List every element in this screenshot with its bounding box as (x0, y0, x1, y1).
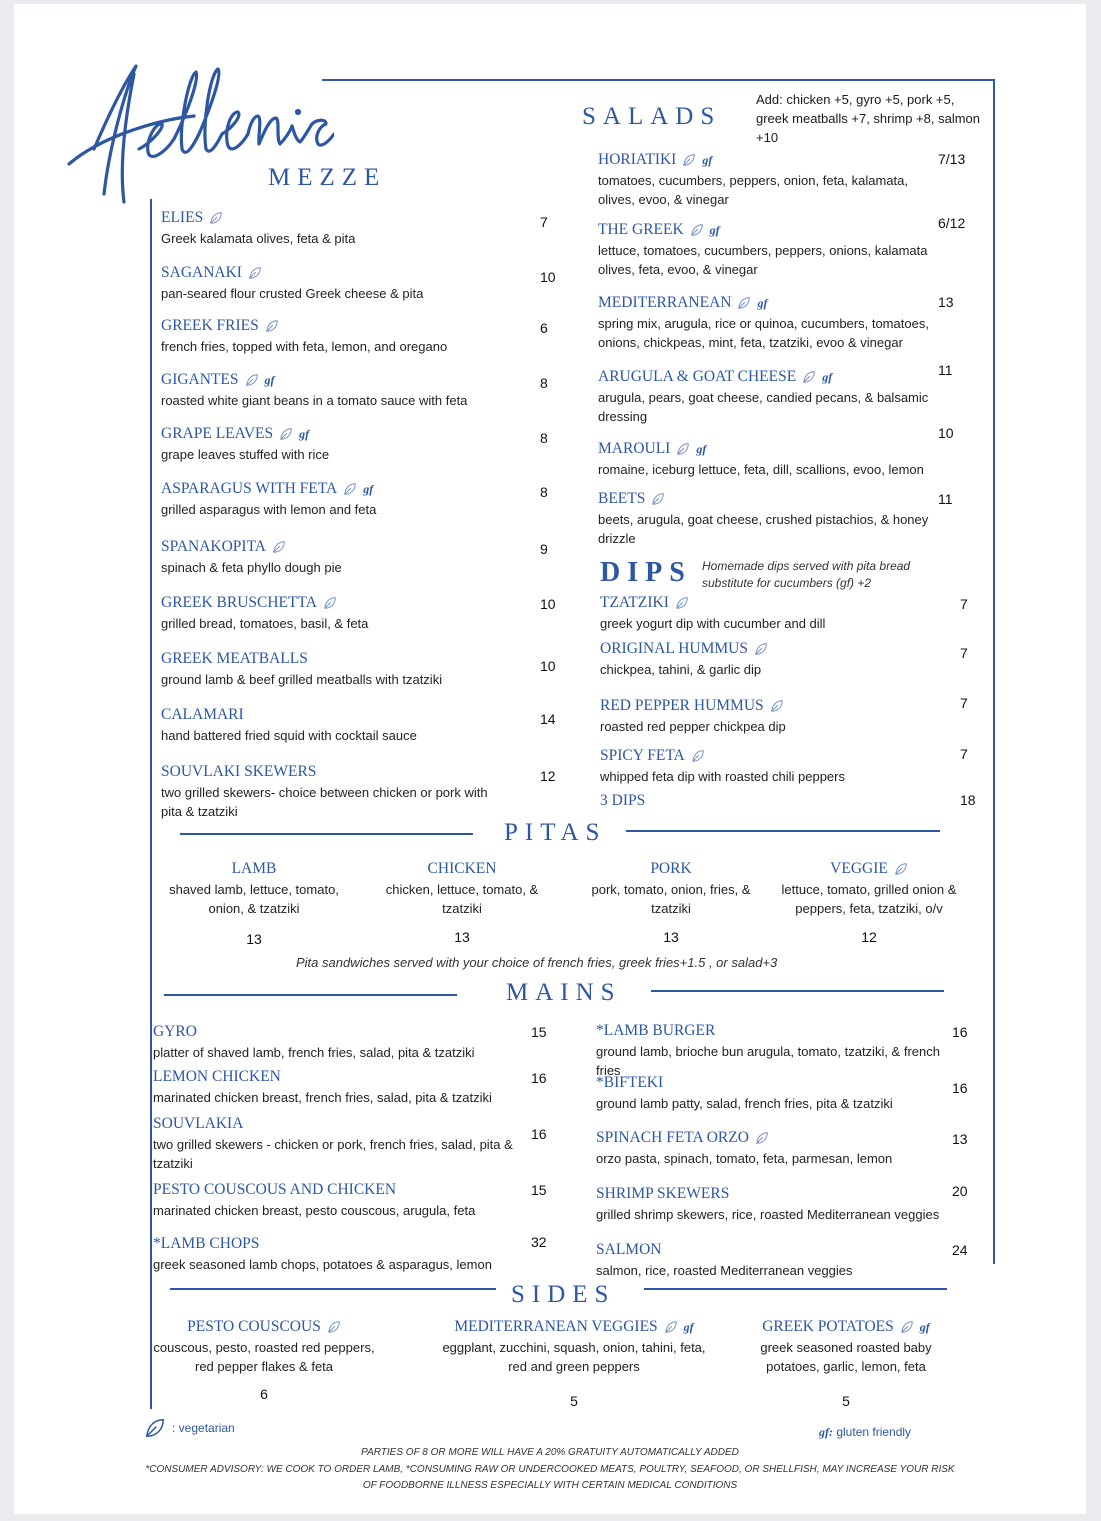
menu-item (161, 371, 511, 410)
item-name-row (161, 763, 511, 781)
salads-header: SALADS (582, 103, 722, 130)
item-price: 20 (952, 1183, 968, 1199)
menu-item (161, 209, 511, 248)
item-price: 10 (540, 269, 556, 285)
item-price: 12 (861, 929, 877, 945)
menu-item (596, 1185, 966, 1224)
item-price: 13 (246, 931, 262, 947)
leaf-icon (900, 1320, 914, 1334)
menu-item (153, 1115, 533, 1173)
item-price: 7 (540, 214, 548, 230)
item-price: 11 (938, 491, 953, 507)
frame-left-line (150, 199, 152, 1409)
item-name-row (774, 860, 964, 878)
leaf-icon (248, 266, 262, 280)
item-name-row (153, 1115, 533, 1133)
item-name-row (161, 538, 511, 556)
item-price: 9 (540, 541, 548, 557)
item-description: beets, arugula, goat cheese, crushed pistachios, & honey drizzle (598, 512, 929, 546)
leaf-icon (343, 482, 357, 496)
item-name-row (598, 440, 943, 458)
item-description: romaine, iceburg lettuce, feta, dill, scallions, evoo, lemon (598, 462, 924, 477)
item-name-row (153, 1318, 375, 1336)
menu-item (774, 860, 964, 918)
salads-addons: Add: chicken +5, gyro +5, pork +5, greek meatballs +7, shrimp +8, salmon +10 (756, 92, 980, 145)
menu-item (161, 425, 511, 464)
item-price: 6 (540, 320, 548, 336)
item-name: GREEK FRIES (161, 317, 259, 334)
item-price: 5 (570, 1393, 578, 1409)
item-name-row (165, 860, 343, 878)
item-price: 7 (960, 596, 968, 612)
item-name: TZATZIKI (600, 594, 669, 611)
item-description: roasted white giant beans in a tomato sauce with feta (161, 393, 468, 408)
item-price: 10 (540, 658, 556, 674)
footer-gratuity: PARTIES OF 8 OR MORE WILL HAVE A 20% GRATUITY AUTOMATICALLY ADDED (361, 1447, 739, 1458)
sides-divider-right (644, 1288, 947, 1290)
item-name: GRAPE LEAVES (161, 425, 274, 442)
leaf-icon (272, 540, 286, 554)
pitas-divider-right (626, 830, 940, 832)
item-description: Greek kalamata olives, feta & pita (161, 231, 356, 246)
gluten-friendly-badge: gf (919, 1319, 930, 1334)
item-name: ARUGULA & GOAT CHEESE (598, 368, 797, 385)
menu-item (161, 317, 511, 356)
gluten-friendly-legend (819, 1425, 911, 1440)
item-name-row (598, 294, 943, 312)
item-description: grape leaves stuffed with rice (161, 447, 330, 462)
item-name-row (600, 697, 930, 715)
item-name: SPINACH FETA ORZO (596, 1129, 749, 1146)
item-name: GREEK MEATBALLS (161, 650, 308, 667)
leaf-icon (209, 211, 223, 225)
item-name: *LAMB CHOPS (153, 1235, 260, 1252)
item-price: 8 (540, 430, 548, 446)
item-name: SOUVLAKI SKEWERS (161, 763, 317, 780)
item-price: 7 (960, 746, 968, 762)
item-name: CALAMARI (161, 706, 244, 723)
leaf-icon (676, 442, 690, 456)
item-name-row (596, 1022, 966, 1040)
item-name: PORK (650, 860, 692, 877)
menu-item (434, 1318, 714, 1376)
item-description: greek seasoned lamb chops, potatoes & asparagus, lemon (153, 1257, 492, 1272)
leaf-icon (894, 862, 908, 876)
item-price: 16 (952, 1080, 968, 1096)
mains-divider-left (164, 994, 457, 996)
item-price: 6 (260, 1386, 268, 1402)
leaf-icon (770, 699, 784, 713)
item-description: ground lamb patty, salad, french fries, pita & tzatziki (596, 1096, 893, 1111)
item-name-row (600, 594, 930, 612)
mains-header: MAINS (506, 979, 622, 1006)
menu-item (161, 264, 511, 303)
leaf-icon (675, 596, 689, 610)
item-description: ground lamb, brioche bun arugula, tomato, tzatziki, & french fries (596, 1044, 940, 1078)
footer-advisory-cont: OF FOODBORNE ILLNESS ESPECIALLY WITH CERTAIN MEDICAL CONDITIONS (362, 1480, 738, 1491)
gluten-friendly-badge: gf (264, 372, 275, 387)
menu-item (600, 792, 930, 810)
item-name: MEDITERRANEAN (598, 294, 732, 311)
item-name-row (596, 1185, 966, 1203)
item-name: CHICKEN (427, 860, 497, 877)
item-name: MAROULI (598, 440, 671, 457)
item-description: pork, tomato, onion, fries, & tzatziki (591, 882, 751, 916)
item-name-row (161, 594, 511, 612)
frame-right-line (993, 79, 995, 1264)
item-name: SOUVLAKIA (153, 1115, 244, 1132)
item-name: SPICY FETA (600, 747, 685, 764)
item-price: 18 (960, 792, 976, 808)
item-name: GIGANTES (161, 371, 239, 388)
item-name: 3 DIPS (600, 792, 646, 809)
footer-advisory: *CONSUMER ADVISORY: WE COOK TO ORDER LAMB, *CONSUMING RAW OR UNDERCOOKED MEATS, POULTRY, SEAFOOD, OR SHELLFISH, MAY INCREASE YOUR RISK (145, 1463, 955, 1475)
menu-item (741, 1318, 951, 1376)
pitas-divider-left (180, 833, 473, 835)
item-name: PESTO COUSCOUS AND CHICKEN (153, 1181, 397, 1198)
item-name: ASPARAGUS WITH FETA (161, 480, 338, 497)
item-name: *BIFTEKI (596, 1074, 664, 1091)
item-price: 24 (952, 1242, 968, 1258)
item-price: 8 (540, 484, 548, 500)
item-price: 32 (531, 1234, 547, 1250)
item-name-row (598, 221, 943, 239)
item-description: hand battered fried squid with cocktail sauce (161, 728, 417, 743)
item-description: lettuce, tomatoes, cucumbers, peppers, onions, kalamata olives, feta, evoo, & vinegar (598, 243, 928, 277)
menu-item (598, 294, 943, 352)
item-price: 13 (938, 294, 954, 310)
menu-item (153, 1235, 533, 1274)
item-name: PESTO COUSCOUS (187, 1318, 321, 1335)
item-name-row (153, 1068, 533, 1086)
item-name: SALMON (596, 1241, 662, 1258)
item-description: chicken, lettuce, tomato, & tzatziki (385, 882, 539, 916)
leaf-icon (279, 427, 293, 441)
gluten-friendly-badge: gf (709, 222, 720, 237)
menu-item (377, 860, 547, 918)
item-description: shaved lamb, lettuce, tomato, onion, & tzatziki (169, 882, 339, 916)
item-description: ground lamb & beef grilled meatballs with tzatziki (161, 672, 443, 687)
item-price: 7/13 (938, 151, 966, 167)
menu-item (153, 1318, 375, 1376)
leaf-icon (691, 749, 705, 763)
pitas-header: PITAS (504, 819, 607, 846)
item-name-row (161, 706, 511, 724)
item-description: grilled bread, tomatoes, basil, & feta (161, 616, 369, 631)
leaf-icon (682, 153, 696, 167)
item-price: 12 (540, 768, 556, 784)
menu-item (161, 594, 511, 633)
menu-item (596, 1074, 966, 1113)
leaf-icon (323, 596, 337, 610)
menu-item (165, 860, 343, 918)
leaf-icon (265, 319, 279, 333)
item-name: SAGANAKI (161, 264, 242, 281)
item-name-row (741, 1318, 951, 1336)
item-description: couscous, pesto, roasted red peppers, red pepper flakes & feta (153, 1340, 375, 1374)
item-name-row (153, 1023, 533, 1041)
menu-item (591, 860, 751, 918)
leaf-icon (755, 1131, 769, 1145)
item-price: 16 (952, 1024, 968, 1040)
leaf-icon (664, 1320, 678, 1334)
item-name: RED PEPPER HUMMUS (600, 697, 764, 714)
gluten-friendly-badge: gf (363, 481, 374, 496)
gluten-friendly-badge: gf (702, 152, 713, 167)
menu-item (161, 538, 511, 577)
menu-item (598, 221, 943, 279)
menu-item (598, 440, 943, 479)
leaf-icon (327, 1320, 341, 1334)
item-description: platter of shaved lamb, french fries, salad, pita & tzatziki (153, 1045, 475, 1060)
item-description: salmon, rice, roasted Mediterranean veggies (596, 1263, 853, 1278)
item-name-row (596, 1074, 966, 1092)
menu-item (153, 1181, 533, 1220)
item-name-row (161, 425, 511, 443)
menu-item (153, 1068, 533, 1107)
item-price: 16 (531, 1070, 547, 1086)
gluten-friendly-badge: gf (757, 295, 768, 310)
item-description: marinated chicken breast, pesto couscous, arugula, feta (153, 1203, 476, 1218)
item-description: lettuce, tomato, grilled onion & peppers, feta, tzatziki, o/v (781, 882, 957, 916)
item-name: SPANAKOPITA (161, 538, 266, 555)
item-name: GYRO (153, 1023, 197, 1040)
item-price: 15 (531, 1182, 547, 1198)
menu-item (598, 368, 943, 426)
item-price: 11 (938, 362, 953, 378)
menu-item (598, 151, 943, 209)
item-name-row (377, 860, 547, 878)
item-name-row (598, 151, 943, 169)
item-name: SHRIMP SKEWERS (596, 1185, 730, 1202)
mezze-header: MEZZE (268, 164, 387, 191)
item-description: roasted red pepper chickpea dip (600, 719, 786, 734)
item-name-row (434, 1318, 714, 1336)
gluten-friendly-badge: gf (822, 369, 833, 384)
item-description: marinated chicken breast, french fries, salad, pita & tzatziki (153, 1090, 492, 1105)
item-name-row (600, 640, 930, 658)
item-description: greek yogurt dip with cucumber and dill (600, 616, 826, 631)
menu-item (598, 490, 943, 548)
item-description: grilled asparagus with lemon and feta (161, 502, 377, 517)
menu-item (600, 594, 930, 633)
dips-header: DIPS (600, 557, 692, 588)
item-name: BEETS (598, 490, 646, 507)
item-description: arugula, pears, goat cheese, candied pecans, & balsamic dressing (598, 390, 929, 424)
item-price: 16 (531, 1126, 547, 1142)
gluten-friendly-badge: gf (299, 426, 310, 441)
item-price: 7 (960, 645, 968, 661)
item-name-row (161, 209, 511, 227)
item-name: GREEK BRUSCHETTA (161, 594, 317, 611)
item-name-row (596, 1241, 966, 1259)
dips-note-1: Homemade dips served with pita bread (702, 559, 911, 573)
gluten-friendly-badge: gf (683, 1319, 694, 1334)
item-description: orzo pasta, spinach, tomato, feta, parmesan, lemon (596, 1151, 893, 1166)
mains-divider-right (651, 990, 944, 992)
menu-item (161, 480, 511, 519)
menu-page (14, 4, 1086, 1514)
item-description: pan-seared flour crusted Greek cheese & pita (161, 286, 424, 301)
item-price: 10 (938, 425, 954, 441)
item-description: tomatoes, cucumbers, peppers, onion, feta, kalamata, olives, evoo, & vinegar (598, 173, 909, 207)
menu-item (596, 1241, 966, 1280)
menu-item (161, 706, 511, 745)
gf-legend-label: gluten friendly (836, 1425, 912, 1439)
vegetarian-legend (144, 1417, 235, 1439)
item-description: whipped feta dip with roasted chili peppers (600, 769, 845, 784)
menu-item (600, 640, 930, 679)
item-price: 10 (540, 596, 556, 612)
item-description: chickpea, tahini, & garlic dip (600, 662, 762, 677)
item-description: two grilled skewers - chicken or pork, french fries, salad, pita & tzatziki (153, 1137, 513, 1171)
item-description: spring mix, arugula, rice or quinoa, cucumbers, tomatoes, onions, chickpeas, mint, feta, tzatziki, evoo & vinegar (598, 316, 929, 350)
vegetarian-legend-label: : vegetarian (172, 1421, 235, 1435)
item-name-row (591, 860, 751, 878)
sides-header: SIDES (511, 1281, 616, 1308)
leaf-icon (144, 1417, 166, 1439)
item-description: spinach & feta phyllo dough pie (161, 560, 342, 575)
item-price: 15 (531, 1024, 547, 1040)
pitas-note: Pita sandwiches served with your choice of french fries, greek fries+1.5 , or salad+3 (296, 955, 778, 970)
item-price: 13 (663, 929, 679, 945)
item-price: 6/12 (938, 215, 966, 231)
item-price: 13 (952, 1131, 968, 1147)
item-name: ELIES (161, 209, 204, 226)
leaf-icon (802, 370, 816, 384)
frame-top-line (322, 79, 994, 81)
item-name: THE GREEK (598, 221, 684, 238)
item-name: ORIGINAL HUMMUS (600, 640, 748, 657)
dips-note-2: substitute for cucumbers (gf) +2 (702, 576, 872, 590)
leaf-icon (245, 373, 259, 387)
gf-key: gf: (819, 1425, 833, 1439)
item-name-row (161, 650, 511, 668)
item-description: grilled shrimp skewers, rice, roasted Mediterranean veggies (596, 1207, 940, 1222)
leaf-icon (690, 223, 704, 237)
item-name-row (153, 1181, 533, 1199)
leaf-icon (754, 642, 768, 656)
item-description: eggplant, zucchini, squash, onion, tahini, feta, red and green peppers (442, 1340, 706, 1374)
item-name: LEMON CHICKEN (153, 1068, 281, 1085)
gluten-friendly-badge: gf (696, 441, 707, 456)
menu-item (600, 697, 930, 736)
item-name: VEGGIE (830, 860, 888, 877)
leaf-icon (651, 492, 665, 506)
item-description: greek seasoned roasted baby potatoes, garlic, lemon, feta (760, 1340, 932, 1374)
menu-item (596, 1129, 966, 1168)
item-name-row (600, 747, 930, 765)
item-name-row (153, 1235, 533, 1253)
item-price: 14 (540, 711, 556, 727)
menu-item (161, 763, 511, 821)
item-name: GREEK POTATOES (762, 1318, 894, 1335)
menu-item (600, 747, 930, 786)
item-name-row (161, 264, 511, 282)
menu-item (161, 650, 511, 689)
item-name-row (598, 490, 943, 508)
menu-item (153, 1023, 533, 1062)
menu-item (596, 1022, 966, 1080)
item-name: *LAMB BURGER (596, 1022, 716, 1039)
item-name-row (161, 371, 511, 389)
item-name: LAMB (231, 860, 277, 877)
sides-divider-left (170, 1288, 496, 1290)
item-description: french fries, topped with feta, lemon, and oregano (161, 339, 448, 354)
item-name-row (161, 317, 511, 335)
item-name-row (600, 792, 930, 810)
item-name-row (161, 480, 511, 498)
item-name-row (596, 1129, 966, 1147)
item-name: MEDITERRANEAN VEGGIES (454, 1318, 658, 1335)
item-price: 13 (454, 929, 470, 945)
item-price: 7 (960, 695, 968, 711)
footer (14, 1445, 1086, 1495)
item-name: HORIATIKI (598, 151, 677, 168)
leaf-icon (737, 296, 751, 310)
item-name-row (598, 368, 943, 386)
item-description: two grilled skewers- choice between chicken or pork with pita & tzatziki (161, 785, 488, 819)
item-price: 5 (842, 1393, 850, 1409)
item-price: 8 (540, 375, 548, 391)
